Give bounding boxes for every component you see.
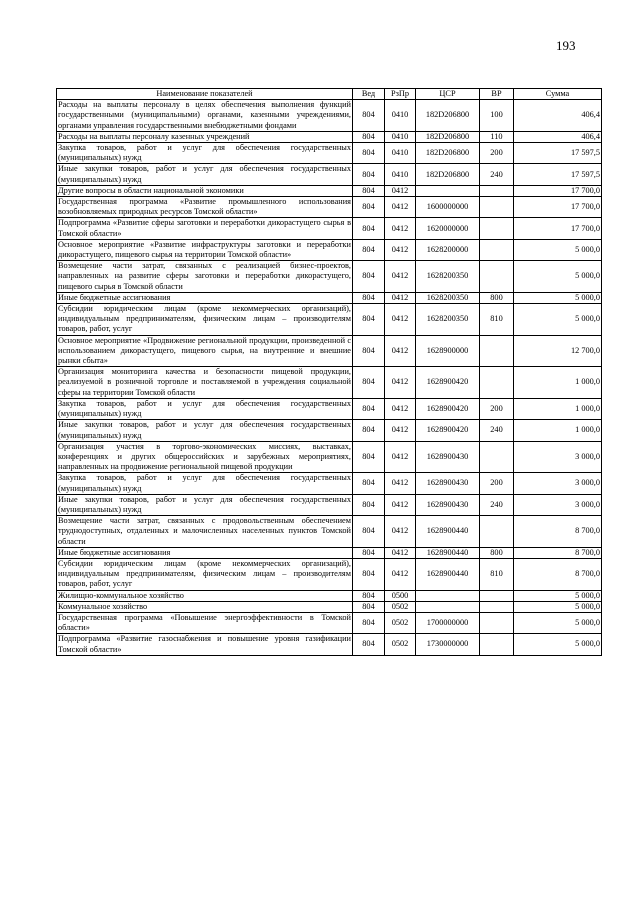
cell-vr bbox=[480, 335, 514, 367]
cell-name: Основное мероприятие «Развитие инфраструктуры заготовки и переработки дикорастущего, пищевого сырья на территории Томской области» bbox=[58, 239, 351, 260]
cell-sum: 8 700,0 bbox=[514, 516, 602, 548]
cell-sum: 5 000,0 bbox=[514, 634, 602, 655]
cell-vr: 800 bbox=[480, 292, 514, 303]
cell-name: Субсидии юридическим лицам (кроме некоммерческих организаций), индивидуальным предпринимателям, физическим лицам – производителям товаров, работ, услуг bbox=[58, 304, 351, 334]
cell-name: Расходы на выплаты персоналу в целях обеспечения выполнения функций государственными (муниципальными) органами, казенными учреждениями, органами управления государственными внебюджетными фондами bbox=[58, 100, 351, 130]
cell-rzpr: 0412 bbox=[385, 239, 416, 260]
cell-sum: 17 597,5 bbox=[514, 143, 602, 164]
cell-ved: 804 bbox=[353, 516, 385, 548]
cell-csr: 182D206800 bbox=[416, 143, 480, 164]
table-row bbox=[57, 558, 602, 590]
header-name: Наименование показателей bbox=[57, 89, 353, 100]
cell-rzpr: 0412 bbox=[385, 367, 416, 399]
cell-vr: 100 bbox=[480, 100, 514, 132]
cell-csr: 1628200000 bbox=[416, 239, 480, 260]
table-row bbox=[57, 218, 602, 239]
table-row bbox=[57, 143, 602, 164]
cell-rzpr: 0412 bbox=[385, 494, 416, 515]
cell-sum: 5 000,0 bbox=[514, 601, 602, 612]
table-row bbox=[57, 100, 602, 132]
cell-sum: 5 000,0 bbox=[514, 304, 602, 336]
cell-csr: 1628900440 bbox=[416, 516, 480, 548]
cell-rzpr: 0502 bbox=[385, 612, 416, 633]
cell-name: Жилищно-коммунальное хозяйство bbox=[57, 590, 353, 601]
cell-sum: 1 000,0 bbox=[514, 398, 602, 419]
cell-rzpr: 0412 bbox=[385, 335, 416, 367]
cell-sum: 406,4 bbox=[514, 100, 602, 132]
cell-csr bbox=[416, 590, 480, 601]
cell-csr: 1700000000 bbox=[416, 612, 480, 633]
cell-ved: 804 bbox=[353, 239, 385, 260]
table-row bbox=[57, 239, 602, 260]
cell-ved: 804 bbox=[353, 398, 385, 419]
cell-rzpr: 0412 bbox=[385, 547, 416, 558]
table-row bbox=[57, 516, 602, 548]
cell-csr: 1628200350 bbox=[416, 261, 480, 293]
cell-csr: 1628900440 bbox=[416, 558, 480, 590]
table-row bbox=[57, 590, 602, 601]
cell-csr: 1620000000 bbox=[416, 218, 480, 239]
cell-rzpr: 0412 bbox=[385, 197, 416, 218]
cell-csr bbox=[416, 601, 480, 612]
cell-rzpr: 0412 bbox=[385, 304, 416, 336]
table-row bbox=[57, 634, 602, 655]
cell-rzpr: 0412 bbox=[385, 473, 416, 494]
cell-csr: 182D206800 bbox=[416, 131, 480, 142]
page-number: 193 bbox=[556, 38, 576, 53]
cell-csr: 1628200350 bbox=[416, 292, 480, 303]
cell-rzpr: 0410 bbox=[385, 131, 416, 142]
cell-vr bbox=[480, 634, 514, 655]
header-rzpr: РзПр bbox=[385, 89, 416, 100]
cell-vr bbox=[480, 612, 514, 633]
cell-name: Государственная программа «Развитие промышленного использования возобновляемых природных ресурсов Томской области» bbox=[58, 197, 351, 217]
cell-vr: 200 bbox=[480, 473, 514, 494]
cell-sum: 406,4 bbox=[514, 131, 602, 142]
cell-rzpr: 0410 bbox=[385, 143, 416, 164]
cell-csr: 1628900440 bbox=[416, 547, 480, 558]
cell-sum: 5 000,0 bbox=[514, 261, 602, 293]
cell-rzpr: 0412 bbox=[385, 516, 416, 548]
cell-vr bbox=[480, 261, 514, 293]
cell-ved: 804 bbox=[353, 164, 385, 185]
cell-ved: 804 bbox=[353, 367, 385, 399]
cell-csr: 1628900430 bbox=[416, 494, 480, 515]
cell-csr: 182D206800 bbox=[416, 100, 480, 132]
table-body bbox=[57, 100, 602, 656]
cell-rzpr: 0412 bbox=[385, 398, 416, 419]
cell-name: Государственная программа «Повышение энергоэффективности в Томской области» bbox=[58, 612, 351, 633]
cell-name: Возмещение части затрат, связанных с продовольственным обеспечением труднодоступных, отдаленных и малочисленных населенных пунктов Томской области bbox=[58, 516, 351, 546]
cell-ved: 804 bbox=[353, 185, 385, 196]
cell-ved: 804 bbox=[353, 100, 385, 132]
table-row bbox=[57, 164, 602, 185]
table-row bbox=[57, 292, 602, 303]
cell-vr bbox=[480, 601, 514, 612]
cell-vr: 200 bbox=[480, 398, 514, 419]
cell-sum: 17 597,5 bbox=[514, 164, 602, 185]
header-sum: Сумма bbox=[514, 89, 602, 100]
cell-sum: 1 000,0 bbox=[514, 367, 602, 399]
cell-ved: 804 bbox=[353, 634, 385, 655]
cell-vr: 110 bbox=[480, 131, 514, 142]
cell-rzpr: 0412 bbox=[385, 185, 416, 196]
table-row bbox=[57, 420, 602, 441]
cell-sum: 8 700,0 bbox=[514, 558, 602, 590]
cell-rzpr: 0412 bbox=[385, 261, 416, 293]
cell-ved: 804 bbox=[353, 304, 385, 336]
cell-ved: 804 bbox=[353, 335, 385, 367]
cell-rzpr: 0412 bbox=[385, 218, 416, 239]
cell-ved: 804 bbox=[353, 494, 385, 515]
cell-name: Возмещение части затрат, связанных с реализацией бизнес-проектов, направленных на развитие сферы заготовки и переработки дикорастущего, пищевого сырья в Томской области bbox=[58, 261, 351, 291]
cell-ved: 804 bbox=[353, 601, 385, 612]
cell-name: Иные закупки товаров, работ и услуг для обеспечения государственных (муниципальных) нужд bbox=[58, 420, 351, 440]
cell-sum: 17 700,0 bbox=[514, 218, 602, 239]
table-row bbox=[57, 335, 602, 367]
cell-csr: 1628900420 bbox=[416, 398, 480, 419]
cell-csr: 1628900420 bbox=[416, 367, 480, 399]
cell-ved: 804 bbox=[353, 292, 385, 303]
header-ved: Вед bbox=[353, 89, 385, 100]
cell-csr bbox=[416, 185, 480, 196]
cell-sum: 1 000,0 bbox=[514, 420, 602, 441]
cell-sum: 5 000,0 bbox=[514, 590, 602, 601]
cell-csr: 1628900430 bbox=[416, 441, 480, 473]
table-header bbox=[57, 89, 602, 100]
header-vr: ВР bbox=[480, 89, 514, 100]
cell-vr bbox=[480, 441, 514, 473]
cell-ved: 804 bbox=[353, 143, 385, 164]
cell-sum: 17 700,0 bbox=[514, 185, 602, 196]
header-csr: ЦСР bbox=[416, 89, 480, 100]
cell-name: Основное мероприятие «Продвижение региональной продукции, произведенной с использованием дикорастущего, пищевого сырья, на внутренние и внешние рынки сбыта» bbox=[58, 335, 351, 366]
cell-vr: 240 bbox=[480, 164, 514, 185]
cell-name: Коммунальное хозяйство bbox=[57, 601, 353, 612]
cell-ved: 804 bbox=[353, 473, 385, 494]
cell-csr: 1628900430 bbox=[416, 473, 480, 494]
cell-rzpr: 0502 bbox=[385, 634, 416, 655]
cell-name: Подпрограмма «Развитие газоснабжения и повышение уровня газификации Томской области» bbox=[58, 634, 351, 654]
cell-ved: 804 bbox=[353, 590, 385, 601]
cell-csr: 1628900000 bbox=[416, 335, 480, 367]
cell-vr: 810 bbox=[480, 558, 514, 590]
cell-vr bbox=[480, 239, 514, 260]
cell-sum: 5 000,0 bbox=[514, 292, 602, 303]
cell-ved: 804 bbox=[353, 420, 385, 441]
table-row bbox=[57, 367, 602, 399]
table-row bbox=[57, 473, 602, 494]
cell-name: Организация мониторинга качества и безопасности пищевой продукции, реализуемой в розничной торговле и поставляемой в учреждения социальной сферы на территории Томской области bbox=[58, 367, 351, 397]
cell-ved: 804 bbox=[353, 441, 385, 473]
cell-name: Другие вопросы в области национальной экономики bbox=[57, 185, 353, 196]
cell-name: Иные закупки товаров, работ и услуг для обеспечения государственных (муниципальных) нужд bbox=[58, 164, 351, 184]
cell-sum: 5 000,0 bbox=[514, 239, 602, 260]
cell-vr: 240 bbox=[480, 420, 514, 441]
table-row bbox=[57, 441, 602, 473]
cell-csr: 1628200350 bbox=[416, 304, 480, 336]
cell-rzpr: 0412 bbox=[385, 441, 416, 473]
table-row bbox=[57, 304, 602, 336]
cell-vr: 810 bbox=[480, 304, 514, 336]
cell-sum: 3 000,0 bbox=[514, 473, 602, 494]
cell-rzpr: 0502 bbox=[385, 601, 416, 612]
cell-ved: 804 bbox=[353, 612, 385, 633]
cell-name: Иные закупки товаров, работ и услуг для обеспечения государственных (муниципальных) нужд bbox=[58, 494, 351, 514]
cell-vr bbox=[480, 367, 514, 399]
cell-name: Субсидии юридическим лицам (кроме некоммерческих организаций), индивидуальным предпринимателям, физическим лицам – производителям товаров, работ, услуг bbox=[58, 558, 351, 589]
cell-vr: 200 bbox=[480, 143, 514, 164]
cell-ved: 804 bbox=[353, 261, 385, 293]
cell-vr bbox=[480, 516, 514, 548]
table-row bbox=[57, 131, 602, 142]
cell-ved: 804 bbox=[353, 547, 385, 558]
cell-vr: 240 bbox=[480, 494, 514, 515]
budget-table bbox=[56, 88, 602, 656]
cell-name: Подпрограмма «Развитие сферы заготовки и переработки дикорастущего сырья в Томской области» bbox=[58, 218, 351, 238]
cell-name: Организация участия в торгово-экономических миссиях, выставках, конференциях и других общероссийских и зарубежных мероприятиях, направленных на продвижение региональной пищевой продукции bbox=[58, 441, 351, 472]
header-row bbox=[57, 89, 602, 100]
cell-sum: 8 700,0 bbox=[514, 547, 602, 558]
cell-csr: 1600000000 bbox=[416, 197, 480, 218]
cell-vr bbox=[480, 185, 514, 196]
cell-ved: 804 bbox=[353, 218, 385, 239]
cell-name: Закупка товаров, работ и услуг для обеспечения государственных (муниципальных) нужд bbox=[58, 398, 351, 419]
cell-rzpr: 0412 bbox=[385, 420, 416, 441]
table-row bbox=[57, 197, 602, 218]
cell-sum: 5 000,0 bbox=[514, 612, 602, 633]
cell-rzpr: 0410 bbox=[385, 164, 416, 185]
cell-vr: 800 bbox=[480, 547, 514, 558]
cell-name: Иные бюджетные ассигнования bbox=[57, 547, 353, 558]
cell-csr: 182D206800 bbox=[416, 164, 480, 185]
table-row bbox=[57, 185, 602, 196]
table-row bbox=[57, 494, 602, 515]
cell-vr bbox=[480, 590, 514, 601]
table-row bbox=[57, 261, 602, 293]
table-row bbox=[57, 601, 602, 612]
cell-rzpr: 0500 bbox=[385, 590, 416, 601]
cell-rzpr: 0412 bbox=[385, 292, 416, 303]
cell-vr bbox=[480, 197, 514, 218]
cell-sum: 3 000,0 bbox=[514, 441, 602, 473]
table-row bbox=[57, 398, 602, 419]
cell-csr: 1730000000 bbox=[416, 634, 480, 655]
cell-vr bbox=[480, 218, 514, 239]
cell-ved: 804 bbox=[353, 197, 385, 218]
cell-csr: 1628900420 bbox=[416, 420, 480, 441]
cell-name: Расходы на выплаты персоналу казенных учреждений bbox=[57, 131, 353, 142]
cell-rzpr: 0412 bbox=[385, 558, 416, 590]
cell-sum: 17 700,0 bbox=[514, 197, 602, 218]
cell-sum: 12 700,0 bbox=[514, 335, 602, 367]
cell-name: Иные бюджетные ассигнования bbox=[57, 292, 353, 303]
table-row bbox=[57, 547, 602, 558]
cell-sum: 3 000,0 bbox=[514, 494, 602, 515]
cell-ved: 804 bbox=[353, 131, 385, 142]
cell-rzpr: 0410 bbox=[385, 100, 416, 132]
cell-name: Закупка товаров, работ и услуг для обеспечения государственных (муниципальных) нужд bbox=[58, 473, 351, 493]
cell-ved: 804 bbox=[353, 558, 385, 590]
table-row bbox=[57, 612, 602, 633]
cell-name: Закупка товаров, работ и услуг для обеспечения государственных (муниципальных) нужд bbox=[58, 143, 351, 163]
